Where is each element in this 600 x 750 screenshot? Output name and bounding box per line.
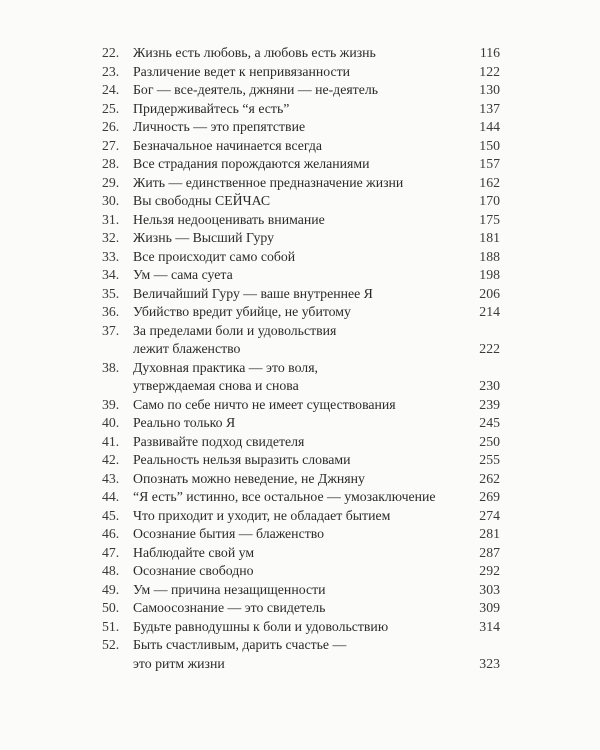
toc-entry-number: 41.	[102, 433, 120, 449]
toc-entry	[0, 470, 600, 489]
toc-entry-title	[133, 81, 378, 100]
toc-entry-page-number: 287	[479, 544, 500, 560]
toc-entry-page-number: 181	[479, 230, 500, 245]
toc-entry-number: 43.	[102, 470, 120, 486]
toc-entry-number: 25.	[102, 100, 120, 116]
toc-entry-title-line: Будьте равнодушны к боли и удовольствию	[133, 618, 389, 634]
toc-entry	[0, 359, 600, 396]
toc-entry-title-line: Вы свободны СЕЙЧАС	[133, 193, 271, 208]
toc-entry-title-line: Осознание свободно	[133, 563, 254, 578]
toc-entry-page-number: 137	[479, 100, 500, 116]
toc-entry-number: 29.	[102, 174, 120, 190]
toc-entry-title-line: Все страдания порождаются желаниями	[133, 156, 370, 171]
toc-entry-number: 52.	[102, 637, 120, 652]
toc-entry	[0, 44, 600, 63]
toc-entry-title-line: Реально только Я	[133, 415, 236, 430]
toc-entry	[0, 544, 600, 563]
toc-entry	[0, 118, 600, 137]
toc-entry-title-line: За пределами боли и удовольствия	[133, 322, 337, 338]
toc-entry-number: 51.	[102, 618, 120, 634]
toc-entry-number: 37.	[102, 322, 120, 338]
toc-entry-page-number: 157	[479, 156, 500, 171]
toc-entry-title-line: Придерживайтесь “я есть”	[133, 100, 290, 116]
toc-entry-title	[133, 44, 376, 63]
toc-entry-page-number: 206	[479, 285, 500, 301]
toc-entry	[0, 174, 600, 193]
toc-entry-page-number: 245	[479, 415, 500, 430]
toc-entry-number: 33.	[102, 248, 120, 264]
toc-entry-title	[133, 562, 254, 581]
toc-entry-title	[133, 359, 318, 396]
toc-entry-title-line: Само по себе ничто не имеет существования	[133, 396, 396, 412]
toc-entry-title	[133, 155, 369, 174]
toc-entry-page-number: 130	[479, 82, 500, 97]
toc-entry-number: 27.	[102, 137, 120, 153]
toc-entry	[0, 396, 600, 415]
toc-entry	[0, 248, 600, 267]
toc-entry-number: 36.	[102, 304, 120, 319]
toc-entry	[0, 285, 600, 304]
toc-entry-title-line: лежит блаженство	[133, 341, 241, 356]
toc-entry-title	[133, 229, 274, 248]
toc-entry-page-number: 162	[479, 174, 500, 190]
toc-entry-title-line: Жизнь — Высший Гуру	[133, 230, 274, 245]
toc-entry	[0, 451, 600, 470]
toc-entry-page-number: 269	[479, 489, 500, 504]
toc-entry	[0, 507, 600, 526]
toc-entry-number: 26.	[102, 119, 120, 134]
toc-entry-number: 46.	[102, 526, 120, 541]
toc-entry-title-line: Величайший Гуру — ваше внутреннее Я	[133, 285, 373, 301]
toc-entry-page-number: 292	[479, 563, 500, 578]
toc-entry-number: 47.	[102, 544, 120, 560]
toc-entry-page-number: 323	[479, 655, 500, 671]
toc-entry-number: 24.	[102, 82, 120, 97]
toc-entry-title	[133, 488, 436, 507]
toc-entry	[0, 266, 600, 285]
toc-entry	[0, 303, 600, 322]
toc-entry	[0, 618, 600, 637]
toc-entry-title-line: это ритм жизни	[133, 655, 225, 671]
toc-entry-title	[133, 507, 390, 526]
toc-entry-page-number: 303	[479, 581, 500, 597]
toc-entry-title	[133, 118, 305, 137]
toc-entry-page-number: 274	[479, 507, 500, 523]
toc-entry-number: 45.	[102, 507, 120, 523]
toc-entry-number: 28.	[102, 156, 120, 171]
toc-entry-page-number: 144	[479, 119, 500, 134]
toc-entry-number: 30.	[102, 193, 120, 208]
toc-entry-title	[133, 525, 324, 544]
toc-entry-page-number: 314	[479, 618, 500, 634]
toc-entry-title-line: Жизнь есть любовь, а любовь есть жизнь	[133, 45, 376, 60]
toc-entry-number: 31.	[102, 211, 120, 227]
toc-entry-title	[133, 248, 295, 267]
toc-entry-number: 22.	[102, 45, 120, 60]
toc-entry	[0, 636, 600, 673]
toc-entry-page-number: 222	[479, 341, 500, 356]
toc-entry-title-line: Жить — единственное предназначение жизни	[133, 174, 404, 190]
toc-entry-title-line: Развивайте подход свидетеля	[133, 433, 305, 449]
toc-entry-title	[133, 581, 325, 600]
toc-entry-page-number: 250	[479, 433, 500, 449]
toc-entry-number: 49.	[102, 581, 120, 597]
toc-entry-page-number: 116	[479, 45, 500, 60]
toc-entry-title-line: Реальность нельзя выразить словами	[133, 452, 351, 467]
toc-entry-page-number: 309	[479, 600, 500, 615]
toc-entry-page-number: 281	[479, 526, 500, 541]
toc-entry-page-number: 150	[479, 137, 500, 153]
toc-entry-title-line: Духовная практика — это воля,	[133, 359, 318, 375]
toc-entry	[0, 81, 600, 100]
toc-entry-page-number: 214	[479, 304, 500, 319]
toc-entry-title-line: Опознать можно неведение, не Джняну	[133, 470, 365, 486]
toc-entry-title	[133, 63, 350, 82]
toc-entry-title	[133, 618, 388, 637]
toc-entry	[0, 581, 600, 600]
toc-entry-title	[133, 211, 325, 230]
toc-entry-title	[133, 322, 336, 359]
toc-entry-number: 40.	[102, 415, 120, 430]
toc-entry-number: 39.	[102, 396, 120, 412]
toc-entry-title-line: Личность — это препятствие	[133, 119, 306, 134]
toc-entry-number: 42.	[102, 452, 120, 467]
toc-entry-title-line: Ум — сама суета	[133, 267, 233, 282]
toc-entry	[0, 488, 600, 507]
toc-entry	[0, 599, 600, 618]
toc-entry-title-line: Убийство вредит убийце, не убитому	[133, 304, 351, 319]
toc-entry-number: 35.	[102, 285, 120, 301]
toc-entry	[0, 211, 600, 230]
toc-entry-title-line: утверждаемая снова и снова	[133, 378, 299, 393]
toc-entry	[0, 229, 600, 248]
toc-entry-title-line: Бог — все-деятель, джняни — не-деятель	[133, 82, 379, 97]
toc-entry-page-number: 170	[479, 193, 500, 208]
toc-entry	[0, 414, 600, 433]
toc-entry-number: 38.	[102, 359, 120, 375]
toc-entry-title-line: Что приходит и уходит, не обладает бытием	[133, 507, 391, 523]
toc-entry	[0, 433, 600, 452]
toc-entry-page-number: 262	[479, 470, 500, 486]
toc-entry-page-number: 198	[479, 267, 500, 282]
toc-entry	[0, 155, 600, 174]
toc-entry-title	[133, 100, 289, 119]
toc-entry-number: 48.	[102, 563, 120, 578]
toc-entry-page-number: 175	[479, 211, 500, 227]
toc-entry-title-line: Ум — причина незащищенности	[133, 581, 326, 597]
toc-entry-title	[133, 636, 346, 673]
toc-entry-title-line: Нельзя недооценивать внимание	[133, 211, 325, 227]
toc-entry-number: 34.	[102, 267, 120, 282]
toc-entry	[0, 562, 600, 581]
toc-entry-title-line: Наблюдайте свой ум	[133, 544, 255, 560]
toc-entry-title	[133, 396, 396, 415]
toc-entry-title	[133, 303, 351, 322]
toc-entry	[0, 137, 600, 156]
toc-entry-title	[133, 599, 325, 618]
toc-entry	[0, 192, 600, 211]
toc-entry-title	[133, 544, 254, 563]
toc-entry-title	[133, 174, 403, 193]
toc-entry-page-number: 239	[479, 396, 500, 412]
toc-entry-title-line: Все происходит само собой	[133, 248, 296, 264]
toc-entry	[0, 525, 600, 544]
toc-entry	[0, 63, 600, 82]
toc-entry-number: 50.	[102, 600, 120, 615]
toc-entry-title	[133, 285, 373, 304]
toc-entry-page-number: 188	[479, 248, 500, 264]
toc-entry-title	[133, 451, 351, 470]
toc-entry-title	[133, 192, 270, 211]
toc-entry-number: 32.	[102, 230, 120, 245]
toc-entry	[0, 100, 600, 119]
toc-entry	[0, 322, 600, 359]
toc-entry-number: 23.	[102, 63, 120, 79]
toc-entry-page-number: 122	[479, 63, 500, 79]
toc-entry-number: 44.	[102, 489, 120, 504]
toc-entry-title-line: Безначальное начинается всегда	[133, 137, 322, 153]
toc-entry-title-line: Самоосознание — это свидетель	[133, 600, 326, 615]
toc-entry-page-number: 230	[479, 378, 500, 393]
toc-entry-title-line: Осознание бытия — блаженство	[133, 526, 325, 541]
toc-entry-title	[133, 266, 233, 285]
toc-entry-title	[133, 470, 365, 489]
toc-entry-title	[133, 414, 235, 433]
toc-entry-title	[133, 137, 322, 156]
toc-entry-title	[133, 433, 304, 452]
toc-entry-page-number: 255	[479, 452, 500, 467]
toc-entry-title-line: Быть счастливым, дарить счастье —	[133, 637, 347, 652]
toc-entry-title-line: Различение ведет к непривязанности	[133, 63, 351, 79]
toc-entry-title-line: “Я есть” истинно, все остальное — умозаключение	[133, 489, 436, 504]
